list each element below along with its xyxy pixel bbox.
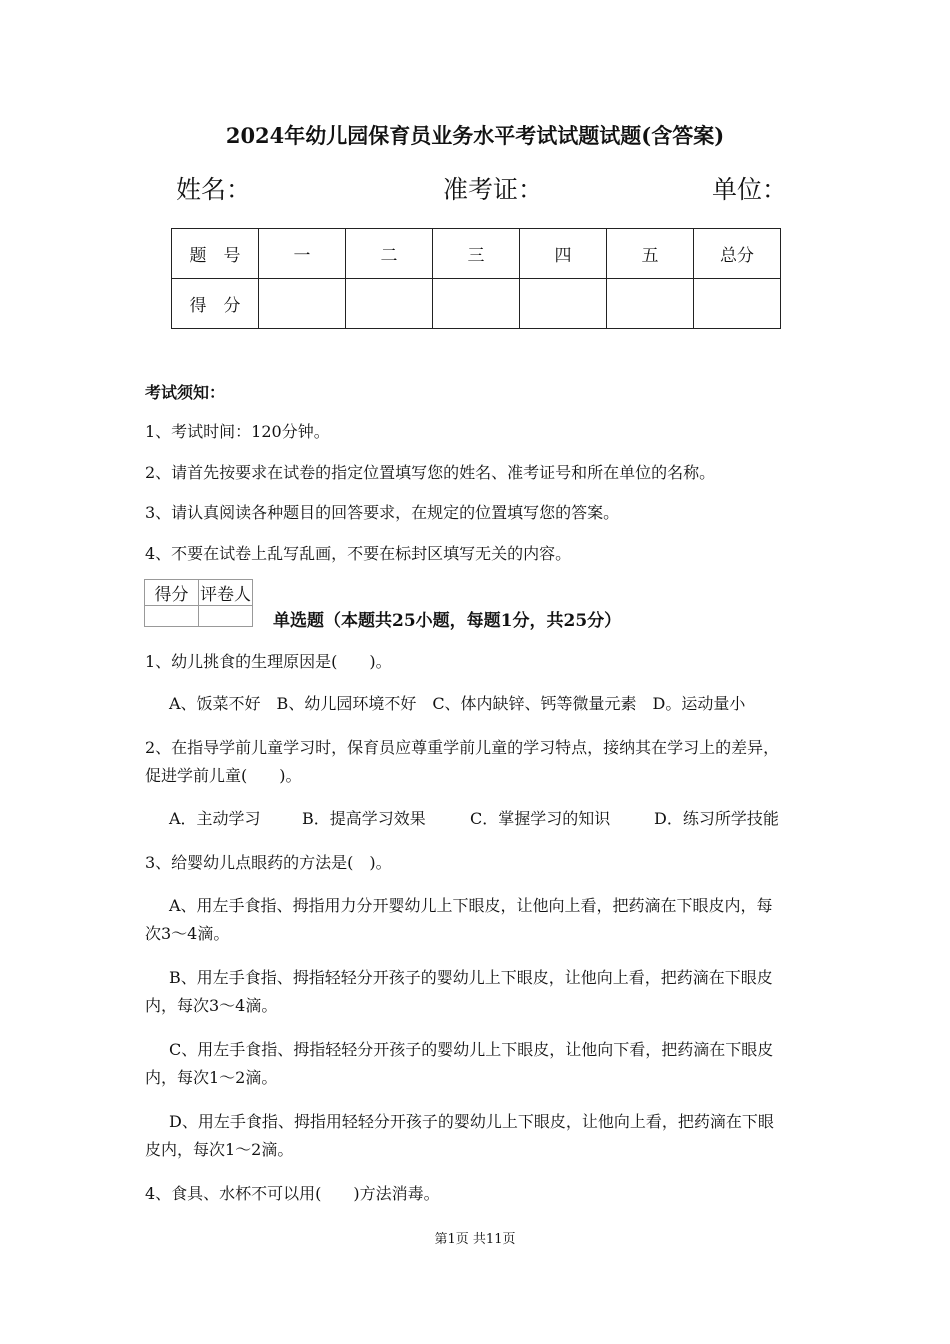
name-field-label: 姓名： (176, 175, 252, 204)
notice-item: 1、考试时间：120分钟。 (145, 422, 330, 441)
question-2-option: B．提高学习效果 (302, 809, 426, 828)
page-title: 2024年幼儿园保育员业务水平考试试题试题(含答案) (225, 123, 725, 148)
question-4: 4、食具、水杯不可以用( )方法消毒。 (145, 1184, 440, 1203)
score-cell (433, 279, 520, 329)
score-cell (520, 279, 607, 329)
question-2-option: A．主动学习 (169, 809, 261, 828)
question-3-option-c-cont: 内，每次1～2滴。 (145, 1068, 278, 1087)
question-2-line1: 2、在指导学前儿童学习时，保育员应尊重学前儿童的学习特点，接纳其在学习上的差异， (145, 738, 780, 757)
score-header-cell: 总分 (694, 229, 781, 279)
question-3: 3、给婴幼儿点眼药的方法是( )。 (145, 853, 392, 872)
question-1: 1、幼儿挑食的生理原因是( )。 (145, 652, 392, 671)
question-3-option-a: A、用左手食指、拇指用力分开婴幼儿上下眼皮，让他向上看，把药滴在下眼皮内，每 (169, 896, 773, 915)
score-cell (694, 279, 781, 329)
notice-heading: 考试须知： (145, 383, 226, 402)
question-1-options: A、饭菜不好 B、幼儿园环境不好 C、体内缺锌、钙等微量元素 D。运动量小 (169, 694, 746, 713)
question-3-option-d: D、用左手食指、拇指用轻轻分开孩子的婴幼儿上下眼皮，让他向上看，把药滴在下眼 (169, 1112, 774, 1131)
score-header-cell: 五 (607, 229, 694, 279)
question-2-option: C．掌握学习的知识 (470, 809, 611, 828)
score-header-cell: 二 (346, 229, 433, 279)
grader-box-score-label: 得分 (145, 580, 199, 606)
score-table-header-row (172, 229, 781, 279)
grader-box-cell (145, 606, 199, 627)
score-header-cell: 题 号 (172, 229, 259, 279)
score-table (171, 228, 781, 329)
score-header-cell: 三 (433, 229, 520, 279)
question-3-option-d-cont: 皮内，每次1～2滴。 (145, 1140, 294, 1159)
score-header-cell: 一 (259, 229, 346, 279)
unit-field-label: 单位： (712, 175, 788, 204)
grader-box-cell (199, 606, 253, 627)
exam-id-field-label: 准考证： (443, 175, 544, 204)
page-footer: 第1页 共11页 (434, 1232, 516, 1247)
question-3-option-b: B、用左手食指、拇指轻轻分开孩子的婴幼儿上下眼皮，让他向上看，把药滴在下眼皮 (169, 968, 773, 987)
question-2-option: D．练习所学技能 (654, 809, 779, 828)
question-3-option-c: C、用左手食指、拇指轻轻分开孩子的婴幼儿上下眼皮，让他向下看，把药滴在下眼皮 (169, 1040, 774, 1059)
question-3-option-b-cont: 内，每次3～4滴。 (145, 996, 278, 1015)
score-header-cell: 四 (520, 229, 607, 279)
score-table-score-row (172, 279, 781, 329)
question-3-option-a-cont: 次3～4滴。 (145, 924, 230, 943)
notice-item: 3、请认真阅读各种题目的回答要求，在规定的位置填写您的答案。 (145, 503, 620, 522)
score-cell (259, 279, 346, 329)
notice-item: 2、请首先按要求在试卷的指定位置填写您的姓名、准考证号和所在单位的名称。 (145, 463, 716, 482)
notice-item: 4、不要在试卷上乱写乱画，不要在标封区填写无关的内容。 (145, 544, 572, 563)
grader-box-grader-label: 评卷人 (199, 580, 253, 606)
grader-box (144, 579, 253, 627)
section-title: 单选题（本题共25小题，每题1分，共25分） (273, 611, 622, 631)
score-cell (607, 279, 694, 329)
question-2-line2: 促进学前儿童( )。 (145, 766, 302, 785)
score-row-label: 得 分 (172, 279, 259, 329)
score-cell (346, 279, 433, 329)
